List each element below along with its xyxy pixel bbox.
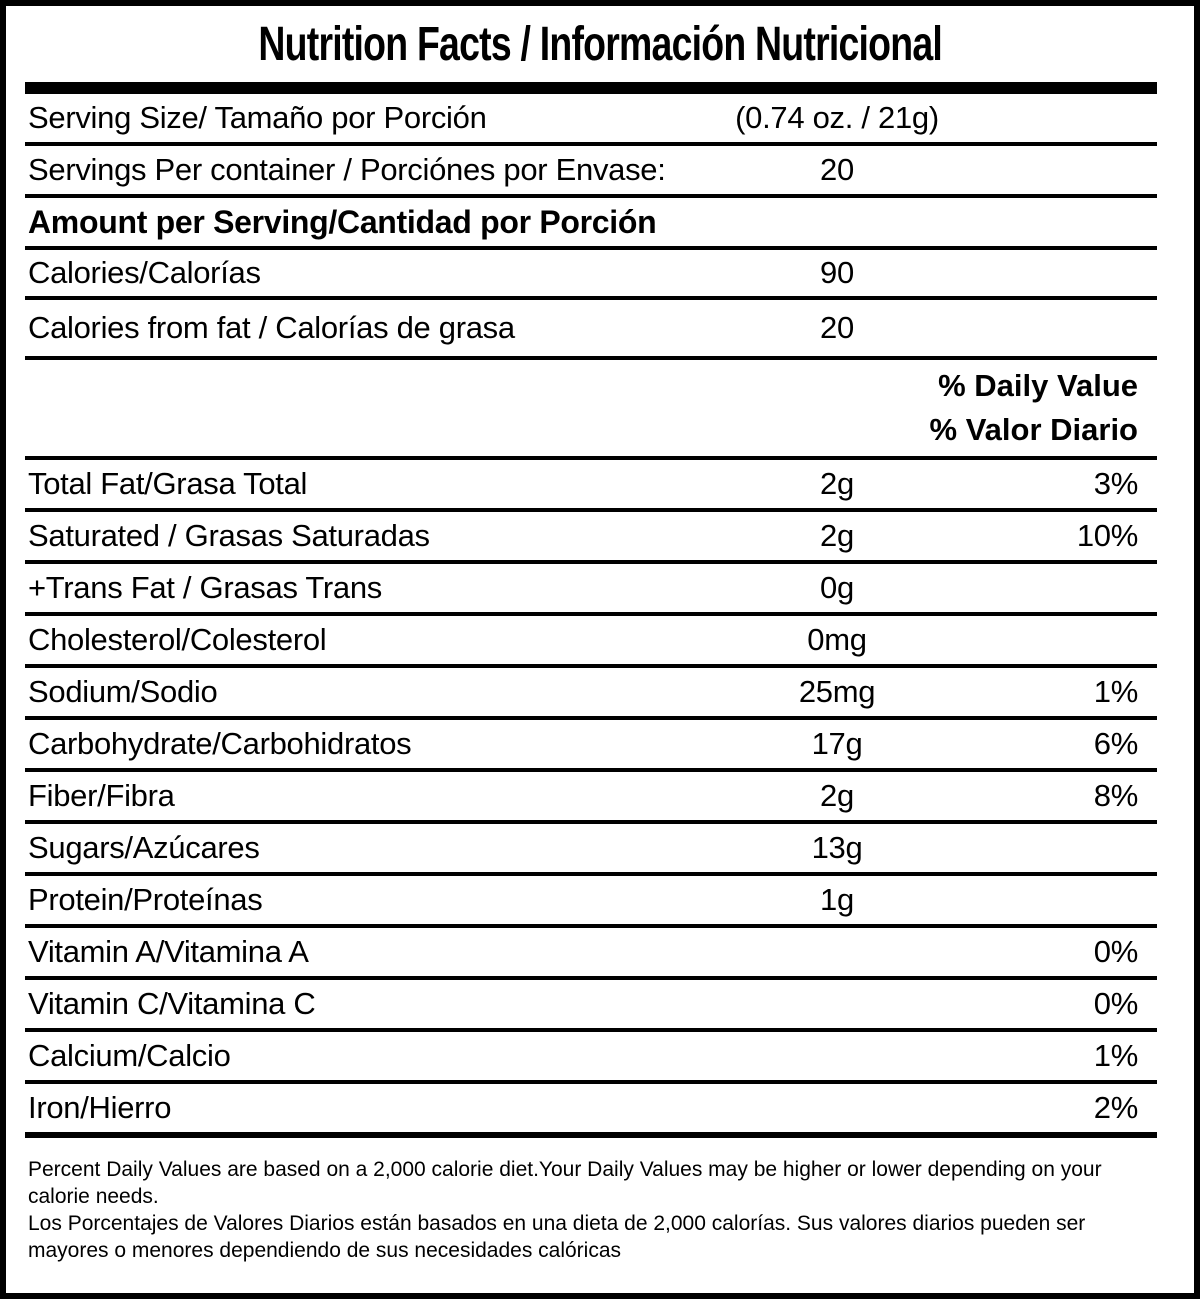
nutrient-label: Vitamin A/Vitamina A xyxy=(28,934,309,969)
nutrient-label: Iron/Hierro xyxy=(28,1090,172,1125)
nutrient-row-vitamin-a xyxy=(25,928,1157,980)
nutrient-value: 2g xyxy=(820,518,854,553)
nutrient-row-sugars xyxy=(25,824,1157,876)
nutrient-label: Cholesterol/Colesterol xyxy=(28,622,327,657)
title-divider-bar xyxy=(25,82,1157,94)
footnote-area xyxy=(25,1138,1157,1264)
nutrient-row-iron xyxy=(25,1084,1157,1138)
calories-from-fat-row xyxy=(25,300,1157,360)
nutrient-row-saturated-fat xyxy=(25,512,1157,564)
daily-value-header-es: % Valor Diario xyxy=(929,412,1138,447)
nutrient-value: 17g xyxy=(811,726,863,761)
nutrient-row-trans-fat xyxy=(25,564,1157,616)
amount-per-serving-header: Amount per Serving/Cantidad por Porción xyxy=(28,203,657,240)
footnote-english: Percent Daily Values are based on a 2,000 calorie diet.Your Daily Values may be higher or lower depending on your calorie needs. xyxy=(28,1158,1102,1208)
nutrient-percent: 0% xyxy=(1093,934,1138,969)
label-title-area xyxy=(6,6,1194,82)
nutrient-percent: 6% xyxy=(1093,726,1138,761)
nutrient-value: 1g xyxy=(820,882,854,917)
servings-per-container-row xyxy=(25,146,1157,198)
nutrient-label: Sodium/Sodio xyxy=(28,674,218,709)
nutrient-row-calcium xyxy=(25,1032,1157,1084)
nutrient-row-total-fat xyxy=(25,460,1157,512)
nutrient-percent: 1% xyxy=(1093,1038,1138,1073)
nutrient-label: +Trans Fat / Grasas Trans xyxy=(28,570,382,605)
calories-from-fat-value: 20 xyxy=(820,310,854,345)
nutrient-percent: 3% xyxy=(1093,466,1138,501)
nutrient-value: 2g xyxy=(820,466,854,501)
nutrient-percent: 8% xyxy=(1093,778,1138,813)
label-title: Nutrition Facts / Información Nutricional xyxy=(258,17,942,71)
nutrient-percent: 1% xyxy=(1093,674,1138,709)
nutrient-label: Saturated / Grasas Saturadas xyxy=(28,518,430,553)
daily-value-header-en: % Daily Value xyxy=(938,368,1138,403)
nutrient-label: Fiber/Fibra xyxy=(28,778,175,813)
nutrient-row-sodium xyxy=(25,668,1157,720)
calories-row xyxy=(25,250,1157,300)
footnote-spanish: Los Porcentajes de Valores Diarios están basados en una dieta de 2,000 calorías. Sus valores diarios pueden ser mayores o menores dependiendo de sus necesidades calóricas xyxy=(28,1212,1086,1262)
calories-label: Calories/Calorías xyxy=(28,255,261,290)
nutrient-row-carbohydrate xyxy=(25,720,1157,772)
daily-value-header xyxy=(25,360,1157,460)
nutrient-row-fiber xyxy=(25,772,1157,824)
nutrient-value: 13g xyxy=(811,830,863,865)
nutrient-value: 0g xyxy=(820,570,854,605)
nutrient-percent: 0% xyxy=(1093,986,1138,1021)
nutrient-label: Total Fat/Grasa Total xyxy=(28,466,308,501)
nutrient-label: Carbohydrate/Carbohidratos xyxy=(28,726,412,761)
nutrient-label: Vitamin C/Vitamina C xyxy=(28,986,316,1021)
nutrient-label: Calcium/Calcio xyxy=(28,1038,231,1073)
nutrient-label: Sugars/Azúcares xyxy=(28,830,260,865)
nutrient-row-cholesterol xyxy=(25,616,1157,668)
serving-size-label: Serving Size/ Tamaño por Porción xyxy=(28,100,487,135)
nutrient-value: 0mg xyxy=(807,622,867,657)
servings-per-container-label: Servings Per container / Porciónes por Envase: xyxy=(28,152,666,187)
serving-size-value: (0.74 oz. / 21g) xyxy=(735,100,939,135)
calories-from-fat-label: Calories from fat / Calorías de grasa xyxy=(28,310,515,345)
nutrient-label: Protein/Proteínas xyxy=(28,882,263,917)
nutrient-value: 2g xyxy=(820,778,854,813)
nutrient-percent: 2% xyxy=(1093,1090,1138,1125)
serving-size-row xyxy=(25,94,1157,146)
nutrient-row-vitamin-c xyxy=(25,980,1157,1032)
nutrient-row-protein xyxy=(25,876,1157,928)
nutrient-percent: 10% xyxy=(1076,518,1138,553)
nutrient-value: 25mg xyxy=(798,674,876,709)
servings-per-container-value: 20 xyxy=(820,152,854,187)
amount-per-serving-header-row xyxy=(25,198,1157,250)
calories-value: 90 xyxy=(820,255,854,290)
